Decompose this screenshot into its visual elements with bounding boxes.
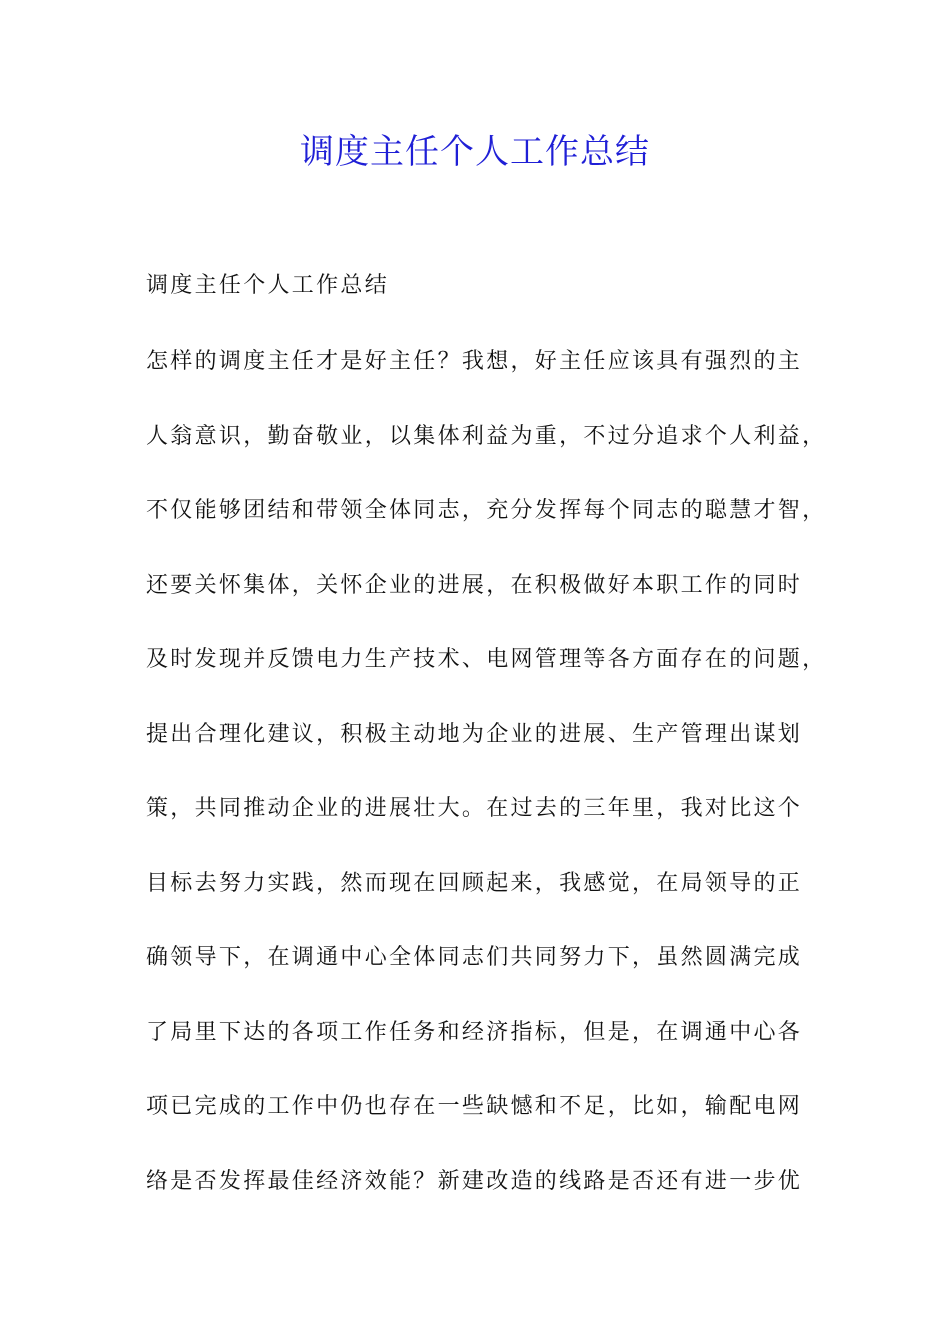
paragraph-line: 项已完成的工作中仍也存在一些缺憾和不足，比如，输配电网 bbox=[146, 1094, 803, 1119]
paragraph-line: 怎样的调度主任才是好主任？我想，好主任应该具有强烈的主 bbox=[146, 349, 803, 374]
paragraph-line: 络是否发挥最佳经济效能？新建改造的线路是否还有进一步优 bbox=[146, 1168, 803, 1194]
paragraph-line: 目标去努力实践，然而现在回顾起来，我感觉，在局领导的正 bbox=[146, 870, 803, 896]
paragraph-line: 人翁意识，勤奋敬业，以集体利益为重，不过分追求个人利益， bbox=[146, 423, 827, 449]
paragraph-line: 策，共同推动企业的进展壮大。在过去的三年里，我对比这个 bbox=[146, 796, 803, 821]
paragraph-line: 还要关怀集体，关怀企业的进展，在积极做好本职工作的同时 bbox=[146, 572, 803, 598]
paragraph-line: 不仅能够团结和带领全体同志，充分发挥每个同志的聪慧才智， bbox=[146, 498, 827, 523]
paragraph-line: 了局里下达的各项工作任务和经济指标，但是，在调通中心各 bbox=[146, 1019, 803, 1045]
document-body bbox=[146, 264, 826, 1234]
document-subtitle: 调度主任个人工作总结 bbox=[146, 273, 390, 298]
document-title: 调度主任个人工作总结 bbox=[300, 132, 650, 172]
paragraph-line: 确领导下，在调通中心全体同志们共同努力下，虽然圆满完成 bbox=[146, 945, 803, 970]
paragraph-line: 提出合理化建议，积极主动地为企业的进展、生产管理出谋划 bbox=[146, 721, 803, 747]
paragraph-line: 及时发现并反馈电力生产技术、电网管理等各方面存在的问题， bbox=[146, 647, 827, 672]
